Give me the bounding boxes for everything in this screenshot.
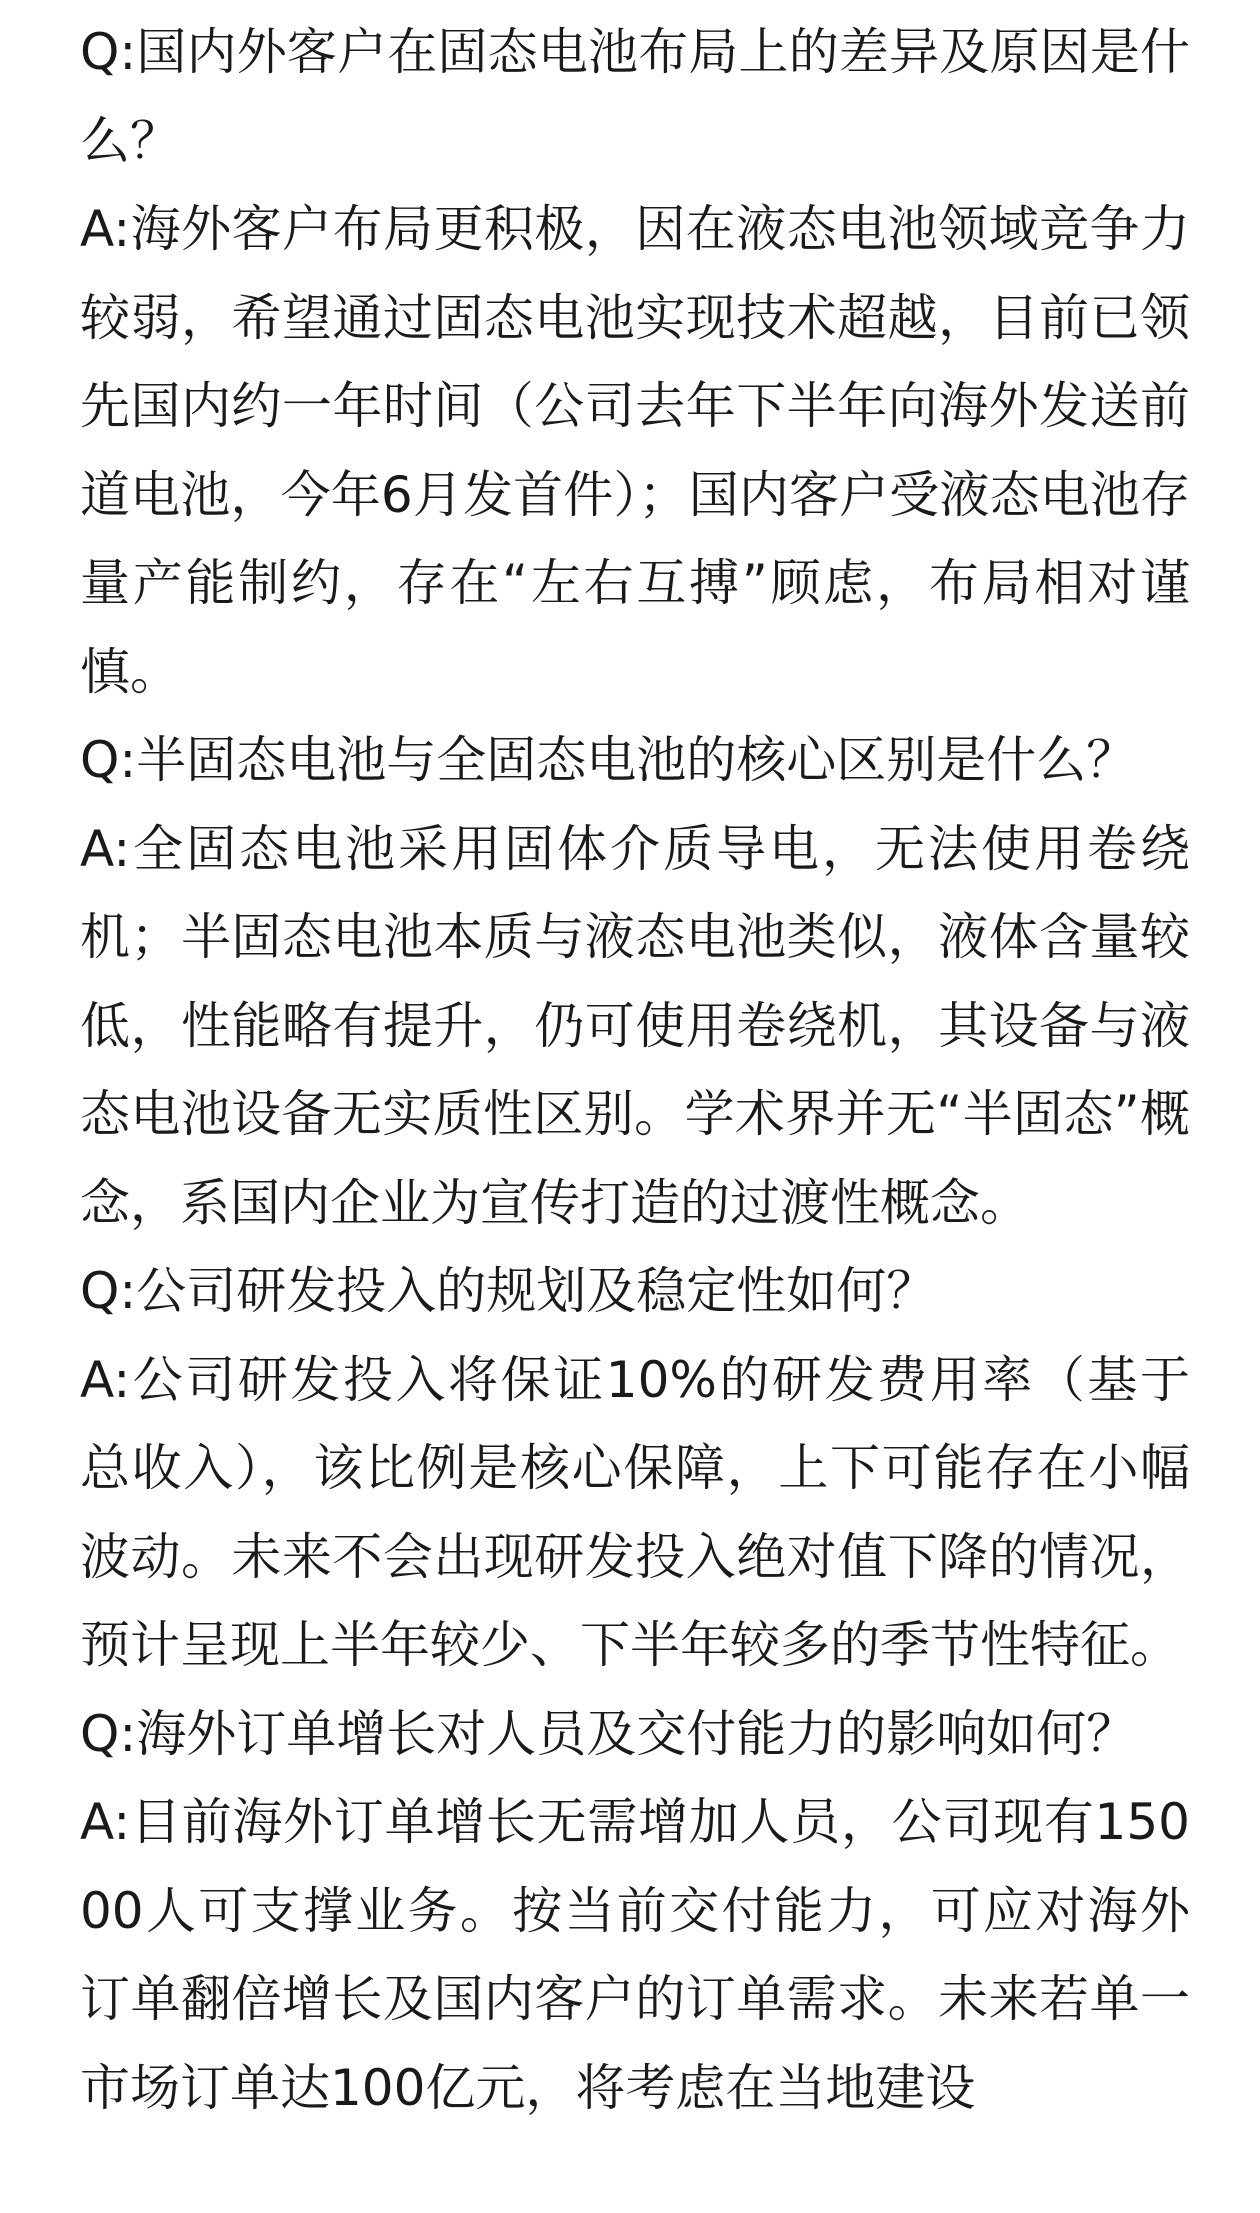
question-4: Q:海外订单增长对人员及交付能力的影响如何？: [80, 1704, 1137, 1763]
answer-3: A:公司研发投入将保证10%的研发费用率（基于总收入），该比例是核心保障，上下可能存在小幅波动。未来不会出现研发投入绝对值下降的情况，预计呈现上半年较少、下半年较多的季节性特征。: [80, 1350, 1190, 1674]
answer-2: A:全固态电池采用固体介质导电，无法使用卷绕机；半固态电池本质与液态电池类似，液体含量较低，性能略有提升，仍可使用卷绕机，其设备与液态电池设备无实质性区别。学术界并无“半固态”概念，系国内企业为宣传打造的过渡性概念。: [80, 819, 1190, 1232]
answer-1: A:海外客户布局更积极，因在液态电池领域竞争力较弱，希望通过固态电池实现技术超越，目前已领先国内约一年时间（公司去年下半年向海外发送前道电池，今年6月发首件）；国内客户受液态电池存量产能制约，存在“左右互搏”顾虑，布局相对谨慎。: [80, 200, 1190, 701]
question-2: Q:半固态电池与全固态电池的核心区别是什么？: [80, 731, 1137, 789]
question-1: Q:国内外客户在固态电池布局上的差异及原因是什么？: [80, 23, 1190, 170]
question-3: Q:公司研发投入的规划及稳定性如何？: [80, 1262, 937, 1320]
answer-4: A:目前海外订单增长无需增加人员，公司现有15000人可支撑业务。按当前交付能力，可应对海外订单翻倍增长及国内客户的订单需求。未来若单一市场订单达100亿元，将考虑在当地建设: [80, 1793, 1190, 2117]
qa-document: [80, 8, 1190, 2132]
